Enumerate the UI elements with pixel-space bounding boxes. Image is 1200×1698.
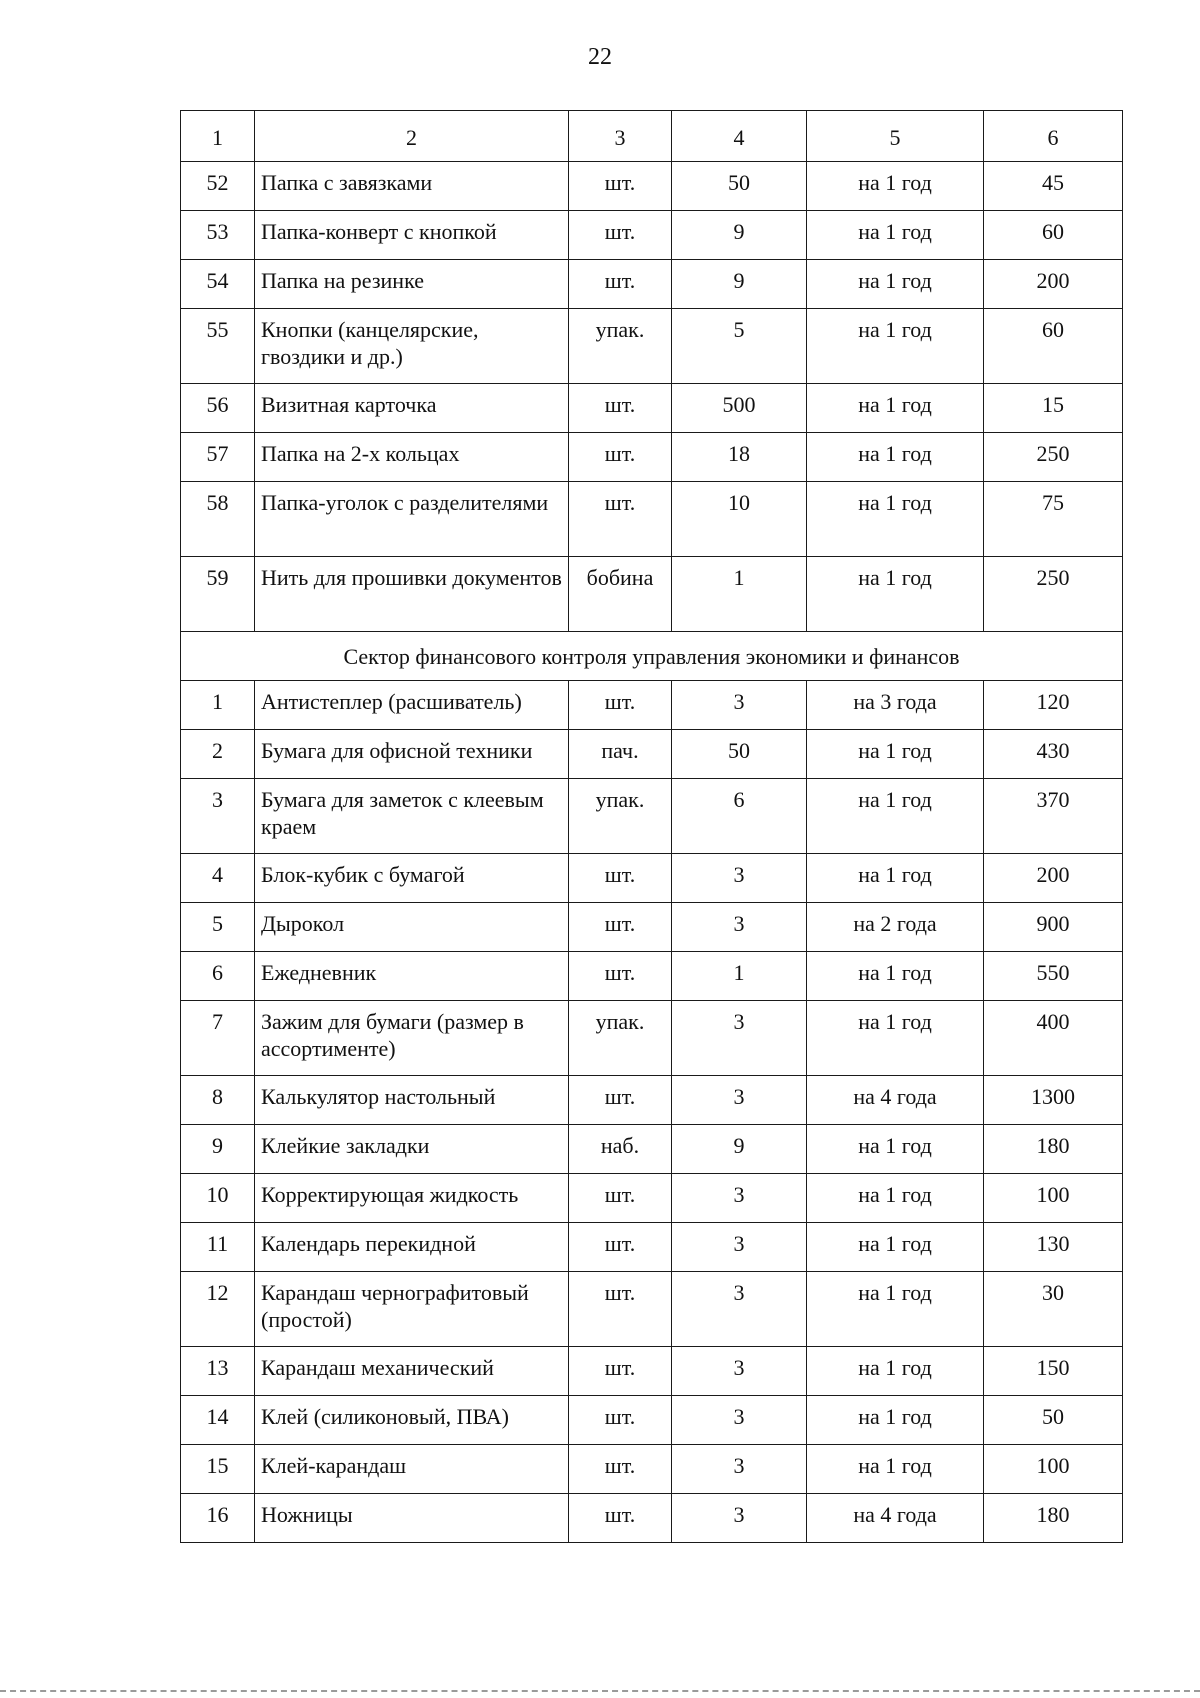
cell-item-name: Нить для прошивки документов <box>255 557 569 632</box>
cell-item-name: Клей-карандаш <box>255 1445 569 1494</box>
cell-row-number: 55 <box>181 309 255 384</box>
cell-row-number: 10 <box>181 1174 255 1223</box>
cell-quantity: 5 <box>672 309 807 384</box>
cell-quantity: 3 <box>672 903 807 952</box>
cell-quantity: 10 <box>672 482 807 557</box>
cell-price: 120 <box>984 681 1123 730</box>
table-row <box>181 1125 1123 1174</box>
cell-price: 370 <box>984 779 1123 854</box>
cell-row-number: 13 <box>181 1347 255 1396</box>
cell-quantity: 500 <box>672 384 807 433</box>
table-row <box>181 952 1123 1001</box>
cell-price: 45 <box>984 162 1123 211</box>
cell-unit: шт. <box>569 1396 672 1445</box>
cell-quantity: 50 <box>672 162 807 211</box>
cell-term: на 1 год <box>807 260 984 309</box>
cell-item-name: Ежедневник <box>255 952 569 1001</box>
cell-price: 550 <box>984 952 1123 1001</box>
cell-row-number: 9 <box>181 1125 255 1174</box>
cell-item-name: Антистеплер (расшиватель) <box>255 681 569 730</box>
cell-quantity: 3 <box>672 1076 807 1125</box>
table-row <box>181 1174 1123 1223</box>
cell-row-number: 16 <box>181 1494 255 1543</box>
table-row <box>181 384 1123 433</box>
cell-row-number: 57 <box>181 433 255 482</box>
cell-term: на 1 год <box>807 1001 984 1076</box>
cell-term: на 1 год <box>807 384 984 433</box>
cell-unit: шт. <box>569 854 672 903</box>
header-cell-2: 2 <box>255 111 569 162</box>
cell-price: 180 <box>984 1494 1123 1543</box>
cell-quantity: 3 <box>672 1494 807 1543</box>
cell-row-number: 11 <box>181 1223 255 1272</box>
cell-row-number: 14 <box>181 1396 255 1445</box>
table-row <box>181 1445 1123 1494</box>
cell-quantity: 18 <box>672 433 807 482</box>
cell-unit: шт. <box>569 903 672 952</box>
cell-row-number: 56 <box>181 384 255 433</box>
cell-unit: шт. <box>569 260 672 309</box>
table-row <box>181 1272 1123 1347</box>
table-row <box>181 730 1123 779</box>
cell-item-name: Клейкие закладки <box>255 1125 569 1174</box>
header-cell-1: 1 <box>181 111 255 162</box>
header-cell-4: 4 <box>672 111 807 162</box>
cell-term: на 2 года <box>807 903 984 952</box>
cell-unit: пач. <box>569 730 672 779</box>
cell-term: на 1 год <box>807 1347 984 1396</box>
cell-row-number: 54 <box>181 260 255 309</box>
table-row <box>181 779 1123 854</box>
cell-price: 75 <box>984 482 1123 557</box>
cell-price: 900 <box>984 903 1123 952</box>
cell-item-name: Бумага для офисной техники <box>255 730 569 779</box>
cell-unit: шт. <box>569 1494 672 1543</box>
cell-item-name: Папка с завязками <box>255 162 569 211</box>
cell-row-number: 8 <box>181 1076 255 1125</box>
cell-unit: бобина <box>569 557 672 632</box>
cell-term: на 1 год <box>807 1272 984 1347</box>
cell-unit: шт. <box>569 1347 672 1396</box>
header-cell-6: 6 <box>984 111 1123 162</box>
cell-unit: шт. <box>569 1445 672 1494</box>
cell-unit: шт. <box>569 162 672 211</box>
cell-term: на 1 год <box>807 482 984 557</box>
cell-price: 50 <box>984 1396 1123 1445</box>
cell-price: 100 <box>984 1445 1123 1494</box>
cell-quantity: 3 <box>672 1001 807 1076</box>
cell-price: 250 <box>984 557 1123 632</box>
cell-price: 100 <box>984 1174 1123 1223</box>
cell-row-number: 12 <box>181 1272 255 1347</box>
cell-item-name: Календарь перекидной <box>255 1223 569 1272</box>
cell-price: 1300 <box>984 1076 1123 1125</box>
page-number: 22 <box>588 44 612 70</box>
supplies-table <box>180 110 1123 1543</box>
table-row <box>181 482 1123 557</box>
cell-term: на 1 год <box>807 952 984 1001</box>
cell-term: на 1 год <box>807 854 984 903</box>
cell-item-name: Корректирующая жидкость <box>255 1174 569 1223</box>
cell-item-name: Блок-кубик с бумагой <box>255 854 569 903</box>
cell-term: на 1 год <box>807 162 984 211</box>
cell-row-number: 15 <box>181 1445 255 1494</box>
cell-unit: упак. <box>569 309 672 384</box>
cell-row-number: 59 <box>181 557 255 632</box>
cell-item-name: Визитная карточка <box>255 384 569 433</box>
cell-row-number: 6 <box>181 952 255 1001</box>
cell-unit: шт. <box>569 433 672 482</box>
cell-item-name: Бумага для заметок с клеевым краем <box>255 779 569 854</box>
cell-price: 60 <box>984 211 1123 260</box>
cell-item-name: Папка-уголок с разделителями <box>255 482 569 557</box>
table-row <box>181 1223 1123 1272</box>
cell-term: на 1 год <box>807 309 984 384</box>
table-row <box>181 1001 1123 1076</box>
cell-row-number: 53 <box>181 211 255 260</box>
cell-quantity: 9 <box>672 260 807 309</box>
cell-unit: упак. <box>569 1001 672 1076</box>
cell-unit: наб. <box>569 1125 672 1174</box>
cell-unit: шт. <box>569 1174 672 1223</box>
cell-price: 430 <box>984 730 1123 779</box>
cell-quantity: 50 <box>672 730 807 779</box>
cell-term: на 1 год <box>807 557 984 632</box>
table-row <box>181 162 1123 211</box>
section-title: Сектор финансового контроля управления экономики и финансов <box>181 632 1123 681</box>
table-row <box>181 260 1123 309</box>
cell-item-name: Карандаш чернографитовый (простой) <box>255 1272 569 1347</box>
cell-quantity: 3 <box>672 1223 807 1272</box>
cell-price: 130 <box>984 1223 1123 1272</box>
cell-term: на 1 год <box>807 1174 984 1223</box>
cell-unit: упак. <box>569 779 672 854</box>
cell-quantity: 6 <box>672 779 807 854</box>
cell-row-number: 5 <box>181 903 255 952</box>
table-header-row <box>181 111 1123 162</box>
cell-unit: шт. <box>569 1272 672 1347</box>
header-cell-5: 5 <box>807 111 984 162</box>
cell-item-name: Ножницы <box>255 1494 569 1543</box>
cell-unit: шт. <box>569 211 672 260</box>
cell-item-name: Папка на резинке <box>255 260 569 309</box>
cell-price: 150 <box>984 1347 1123 1396</box>
cell-row-number: 3 <box>181 779 255 854</box>
cell-unit: шт. <box>569 1223 672 1272</box>
cell-quantity: 3 <box>672 681 807 730</box>
cell-term: на 4 года <box>807 1494 984 1543</box>
section-header-row <box>181 632 1123 681</box>
cell-item-name: Карандаш механический <box>255 1347 569 1396</box>
cell-unit: шт. <box>569 952 672 1001</box>
cell-unit: шт. <box>569 681 672 730</box>
table-row <box>181 903 1123 952</box>
table-row <box>181 681 1123 730</box>
cell-unit: шт. <box>569 384 672 433</box>
cell-price: 60 <box>984 309 1123 384</box>
cell-item-name: Калькулятор настольный <box>255 1076 569 1125</box>
cell-row-number: 2 <box>181 730 255 779</box>
table-row <box>181 1396 1123 1445</box>
cell-unit: шт. <box>569 482 672 557</box>
cell-quantity: 3 <box>672 1445 807 1494</box>
cell-item-name: Зажим для бумаги (размер в ассортименте) <box>255 1001 569 1076</box>
cell-row-number: 4 <box>181 854 255 903</box>
table-row <box>181 1076 1123 1125</box>
cell-row-number: 52 <box>181 162 255 211</box>
cell-row-number: 1 <box>181 681 255 730</box>
table-row <box>181 309 1123 384</box>
cell-item-name: Папка-конверт с кнопкой <box>255 211 569 260</box>
table-row <box>181 211 1123 260</box>
table-row <box>181 854 1123 903</box>
scan-edge-line <box>0 1690 1200 1692</box>
cell-price: 30 <box>984 1272 1123 1347</box>
cell-quantity: 3 <box>672 1272 807 1347</box>
cell-term: на 3 года <box>807 681 984 730</box>
cell-row-number: 7 <box>181 1001 255 1076</box>
cell-item-name: Папка на 2-х кольцах <box>255 433 569 482</box>
table-row <box>181 1347 1123 1396</box>
cell-term: на 4 года <box>807 1076 984 1125</box>
cell-term: на 1 год <box>807 1445 984 1494</box>
cell-row-number: 58 <box>181 482 255 557</box>
cell-quantity: 3 <box>672 1396 807 1445</box>
cell-quantity: 9 <box>672 211 807 260</box>
table-row <box>181 1494 1123 1543</box>
cell-quantity: 3 <box>672 1347 807 1396</box>
header-cell-3: 3 <box>569 111 672 162</box>
cell-term: на 1 год <box>807 1125 984 1174</box>
cell-quantity: 9 <box>672 1125 807 1174</box>
cell-term: на 1 год <box>807 730 984 779</box>
cell-price: 400 <box>984 1001 1123 1076</box>
cell-price: 250 <box>984 433 1123 482</box>
cell-term: на 1 год <box>807 211 984 260</box>
cell-term: на 1 год <box>807 1396 984 1445</box>
cell-term: на 1 год <box>807 433 984 482</box>
cell-item-name: Кнопки (канцелярские, гвоздики и др.) <box>255 309 569 384</box>
cell-unit: шт. <box>569 1076 672 1125</box>
cell-price: 200 <box>984 854 1123 903</box>
cell-price: 180 <box>984 1125 1123 1174</box>
cell-quantity: 3 <box>672 1174 807 1223</box>
cell-quantity: 3 <box>672 854 807 903</box>
cell-price: 15 <box>984 384 1123 433</box>
cell-price: 200 <box>984 260 1123 309</box>
cell-item-name: Клей (силиконовый, ПВА) <box>255 1396 569 1445</box>
cell-item-name: Дырокол <box>255 903 569 952</box>
cell-term: на 1 год <box>807 1223 984 1272</box>
table-row <box>181 433 1123 482</box>
table-row <box>181 557 1123 632</box>
cell-quantity: 1 <box>672 557 807 632</box>
cell-quantity: 1 <box>672 952 807 1001</box>
cell-term: на 1 год <box>807 779 984 854</box>
